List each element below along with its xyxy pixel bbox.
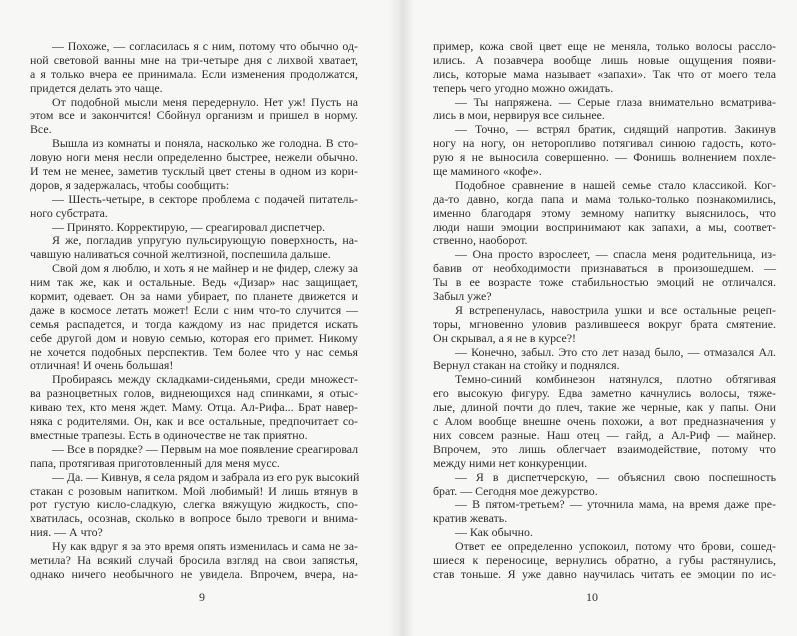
text-line: а я только вчера ее принимала. Если изменения продолжатся, — [30, 66, 358, 81]
paragraph — [30, 471, 358, 540]
text-line: шиеся к переносице, вернулись обратно, а губы растянулись, — [433, 552, 776, 567]
left-page-text — [30, 40, 358, 582]
text-line: Забыл уже? — [433, 289, 492, 304]
text-line: однако ничего необычного не увидела. Впрочем, вчера, на- — [30, 566, 358, 581]
text-line: вместные трапезы. Есть в одиночестве не так приятно. — [30, 427, 308, 442]
paragraph — [30, 262, 358, 373]
text-line: Темно-синий комбинезон натянулся, плотно обтягивая — [455, 372, 776, 387]
paragraph — [433, 123, 776, 179]
text-line: И тем не менее, заметив тусклый цвет стены в одном из кори- — [30, 164, 358, 179]
text-line: семья распадется, и тогда каждому из нас придется искать — [30, 316, 358, 331]
paragraph — [433, 40, 776, 96]
paragraph — [30, 443, 358, 471]
text-line: — Принято. Корректирую, — среагировал диспетчер. — [52, 219, 326, 234]
text-line: люди наши эмоции воспринимают как запахи, а мы, соответ- — [433, 219, 776, 234]
text-line: — Как обычно. — [455, 525, 533, 540]
text-line: ственно, наоборот. — [433, 233, 528, 248]
text-line: между ними нет конкуренции. — [433, 455, 588, 470]
text-line: Вышла из комнаты и поняла, насколько же голодна. В сто- — [52, 136, 358, 151]
paragraph — [30, 137, 358, 193]
paragraph — [30, 193, 358, 221]
text-line: Он скрывал, а я не в курсе?! — [433, 330, 576, 345]
text-line: доров, я задержалась, чтобы сообщить: — [30, 177, 230, 192]
paragraph — [433, 346, 776, 374]
text-line: именно благодаря этому земному напитку выяснилось, что — [433, 205, 776, 220]
text-line: рую я не выносила совершенно. — Фонишь волнением похле- — [433, 150, 776, 165]
text-line: ния. — А что? — [30, 525, 103, 540]
text-line: себе другой дом и новую семью, которая его примет. Никому — [30, 330, 358, 345]
text-line: — Конечно, забыл. Это сто лет назад было, — отмазался Ал. — [455, 344, 776, 359]
text-line: отличная! И очень большая! — [30, 358, 174, 373]
text-line: не хочется подобных перспектив. Тем более что у нас семья — [30, 344, 358, 359]
text-line: — Ты напряжена. — Серые глаза внимательно всматрива- — [455, 94, 776, 109]
text-line: метила? На всякий случай бросила взгляд на свои запястья, — [30, 552, 358, 567]
text-line: да-то давно, когда папа и мама только-только познакомились, — [433, 191, 776, 206]
text-line: брат. — Сегодня мое дежурство. — [433, 483, 598, 498]
text-line: — Она просто взрослеет, — спасла меня родительница, из- — [455, 247, 776, 262]
text-line: Я же, погладив упругую пульсирующую поверхность, на- — [52, 233, 358, 248]
paragraph — [30, 234, 358, 262]
text-line: стакан с розовым напитком. Мой любимый! И лишь втянув в — [30, 483, 358, 498]
text-line: пример, кожа свой цвет еще не меняла, только волосы рассло- — [433, 39, 776, 53]
text-line: Свой дом я люблю, и хоть я не майнер и не фидер, слежу за — [52, 261, 358, 276]
text-line: ловую ноги меня несли определенно быстрее, нежели обычно. — [30, 150, 358, 165]
paragraph — [30, 373, 358, 442]
text-line: лые, длиной почти до плеч, такие же черные, как у папы. Они — [433, 400, 776, 415]
text-line: киваю тех, кто меня ждет. Маму. Отца. Ал-Рифа... Брат навер- — [30, 400, 358, 415]
paragraph — [30, 221, 358, 235]
paragraph — [433, 304, 776, 346]
paragraph — [433, 179, 776, 248]
text-line: его высокую фигуру. Едва заметно качнулись волосы, тяже- — [433, 386, 776, 401]
paragraph — [30, 540, 358, 582]
text-line: Ну как вдруг я за это время опять изменилась и сама не за- — [52, 539, 358, 554]
text-line: Ответ ее определенно успокоил, потому что брови, сошед- — [455, 539, 776, 554]
text-line: Подобное сравнение в нашей семье стало классикой. Ког- — [455, 177, 776, 192]
text-line: — Я в диспетчерскую, — объяснил свою поспешность — [455, 469, 776, 484]
text-line: кратив жевать. — [433, 511, 508, 526]
text-line: придется делать это чаще. — [30, 80, 163, 95]
paragraph — [30, 40, 358, 96]
text-line: Вернул стакан на стойку и поднялся. — [433, 358, 620, 373]
text-line: ще маминого «кофе». — [433, 164, 542, 179]
text-line: торы, мгновенно уловив разлившееся вокруг брата смятение. — [433, 316, 776, 331]
text-line: Впрочем, это лишь облегчает взаимодействие, потому что — [433, 441, 776, 456]
text-line: — Да. — Кивнув, я села рядом и забрала из его рук высокий — [52, 469, 360, 484]
text-line: ились. А позавчера вообще лишь новые ощущения появи- — [433, 52, 776, 67]
text-line: ной световой ванны мне на три-четыре дня с лихвой хватает, — [30, 52, 358, 67]
text-line: ного субстрата. — [30, 205, 108, 220]
text-line: теперь чего угодно можно ожидать. — [433, 80, 614, 95]
text-line: этом все и закончится! Сбойнул организм и пришел в норму. — [30, 108, 358, 123]
text-line: даже в космосе летать может! Если с ним что-то случится — — [30, 302, 358, 317]
text-line: Пробираясь между складками-сиденьями, среди множест- — [52, 372, 358, 387]
text-line: — Шесть-четыре, в секторе проблема с подачей питатель- — [52, 191, 358, 206]
text-line: кормит, одевает. Он за нами убирает, по планете движется и — [30, 289, 358, 304]
paragraph — [433, 526, 776, 540]
paragraph — [433, 96, 776, 124]
text-line: ним так же, как и остальные. Ведь «Дизар» нас защищает, — [30, 275, 358, 290]
text-line: няка с родителями. Он, как и все остальные, предпочитает со- — [30, 414, 358, 429]
text-line: ногу на ногу, он неторопливо потягивал синюю гадость, кото- — [433, 136, 776, 151]
text-line: рот густую кисло-сладкую, слегка вяжущую жидкость, спо- — [30, 497, 358, 512]
text-line: От подобной мысли меня передернуло. Нет уж! Пусть на — [52, 94, 358, 109]
text-line: — В пятом-третьем? — уточнила мама, на время даже пре- — [455, 497, 776, 512]
text-line: став тоньше. Я уже давно научилась читать ее эмоции по ис- — [433, 566, 776, 581]
paragraph — [433, 248, 776, 304]
text-line: Все. — [30, 122, 52, 137]
text-line: с Алом вообще внешне очень похожи, а вот предназначения у — [433, 414, 776, 429]
text-line: хватилась, осознав, сколько в вопросе было тревоги и внима- — [30, 511, 358, 526]
text-line: ва разноцветных голов, виднеющихся над спинками, я отыс- — [30, 386, 358, 401]
text-line: папа, протягивая приготовленный для меня мусс. — [30, 455, 280, 470]
right-page-text — [433, 40, 776, 582]
paragraph — [30, 96, 358, 138]
text-line: — Точно, — встрял братик, сидящий напротив. Закинув — [455, 122, 776, 137]
page-number-right: 10 — [586, 590, 598, 604]
text-line: Я встрепенулась, навострила ушки и все остальные рецеп- — [455, 302, 776, 317]
text-line: лись в мои, нервируя все сильнее. — [433, 108, 605, 123]
text-line: — Все в порядке? — Первым на мое появление среагировал — [52, 441, 359, 456]
text-line: Ты в ее возрасте тоже стабильностью эмоций не отличался. — [433, 275, 776, 290]
text-line: них совсем разные. Наш отец — гайд, а Ал-Риф — майнер. — [433, 427, 776, 442]
book-gutter — [388, 0, 414, 636]
text-line: чавшую наливаться сочной желтизной, поспешила дальше. — [30, 247, 331, 262]
text-line: бавив от необходимости признаваться в произошедшем. — — [433, 261, 776, 276]
paragraph — [433, 540, 776, 582]
paragraph — [433, 498, 776, 526]
paragraph — [433, 373, 776, 470]
text-line: лись, которые мама называет «запахи». Так что от моего тела — [433, 66, 776, 81]
text-line: — Похоже, — согласилась я с ним, потому что обычно од- — [52, 39, 358, 53]
page-number-left: 9 — [199, 590, 205, 604]
paragraph — [433, 471, 776, 499]
